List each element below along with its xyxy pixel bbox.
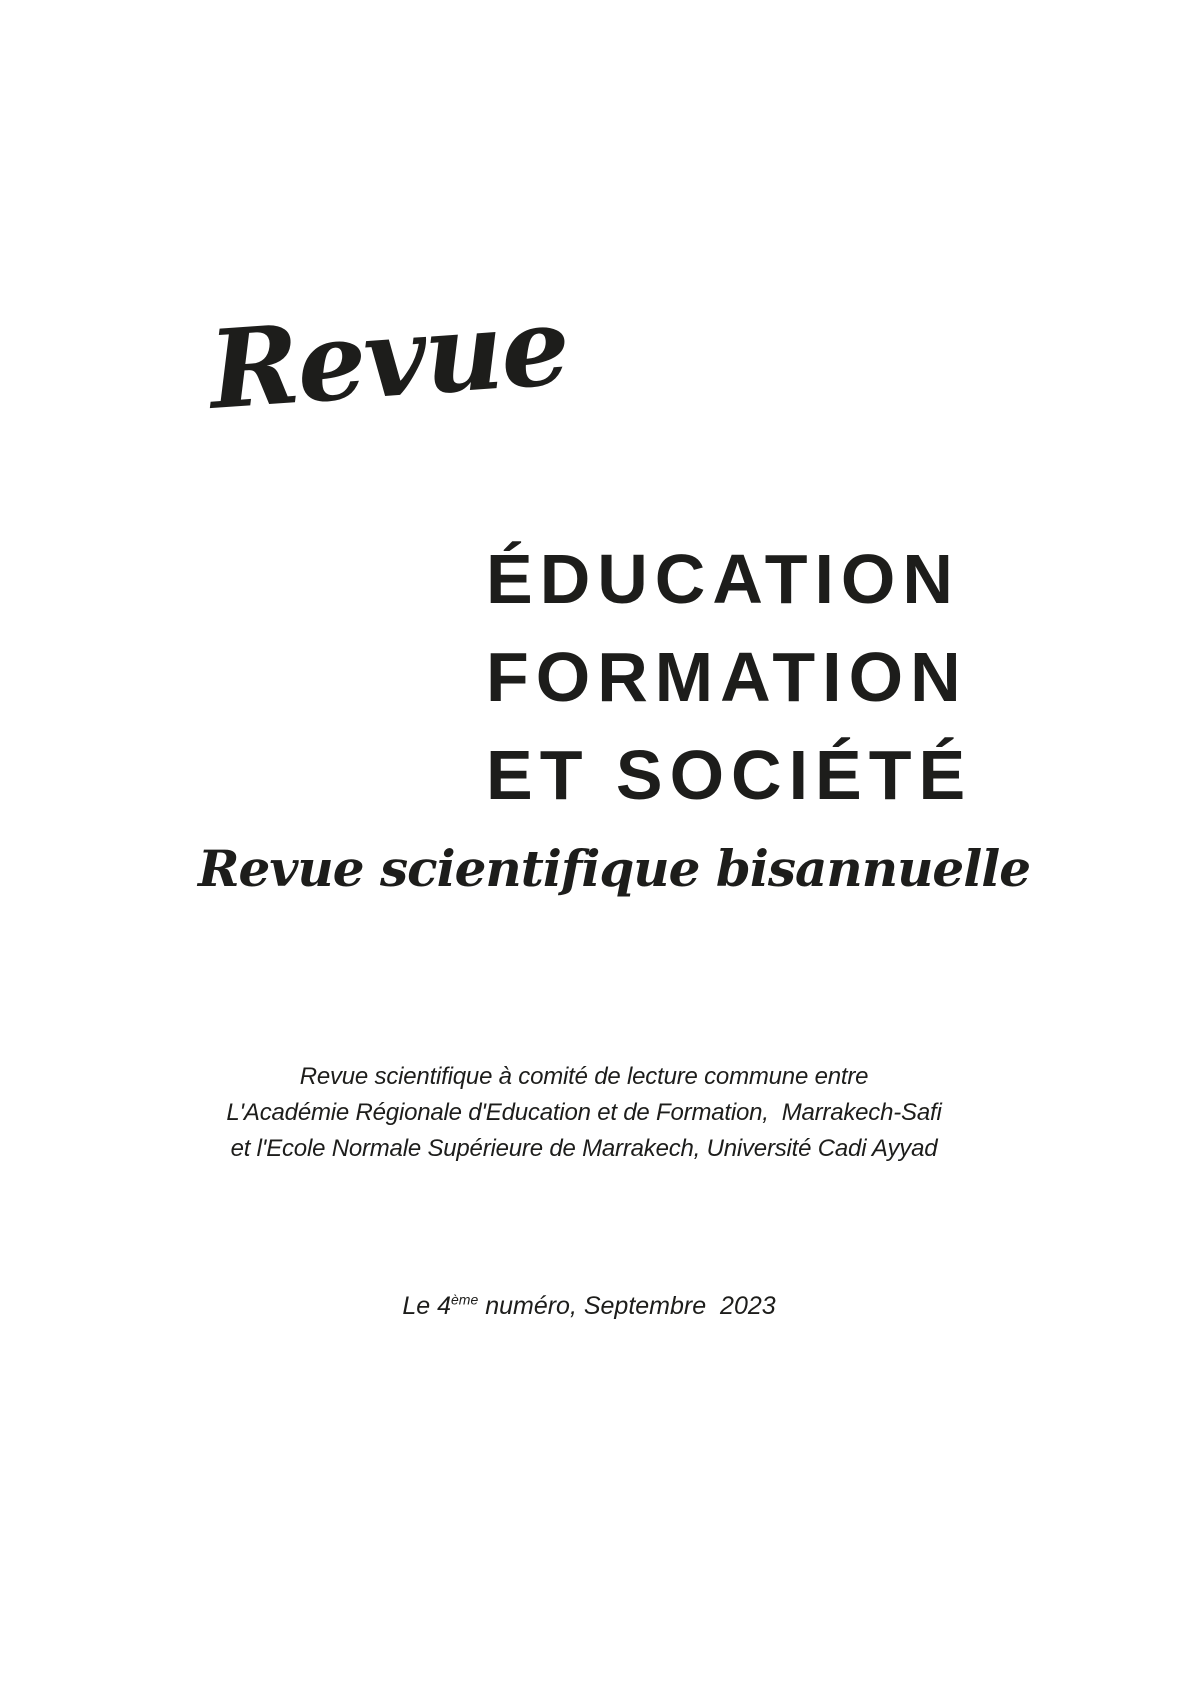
title-line-formation: FORMATION [486,638,968,716]
description-line-3: et l'Ecole Normale Supérieure de Marrakech, Université Cadi Ayyad [230,1135,938,1162]
issue-rest: numéro, Septembre 2023 [478,1292,776,1320]
journal-main-title [486,530,972,824]
journal-description [184,1059,984,1167]
description-line-1: Revue scientifique à comité de lecture commune entre [299,1063,869,1090]
issue-date-line [189,1290,989,1322]
issue-ordinal-superscript: ème [451,1291,479,1308]
title-line-education: ÉDUCATION [486,540,960,618]
title-line-et-societe: ET SOCIÉTÉ [486,736,973,814]
issue-prefix: Le 4 [402,1292,452,1320]
journal-script-subtitle: Revue scientifique bisannuelle [198,839,1031,898]
description-line-2: L'Académie Régionale d'Education et de Formation, Marrakech-Safi [226,1099,942,1126]
journal-script-logo: Revue [205,283,572,434]
